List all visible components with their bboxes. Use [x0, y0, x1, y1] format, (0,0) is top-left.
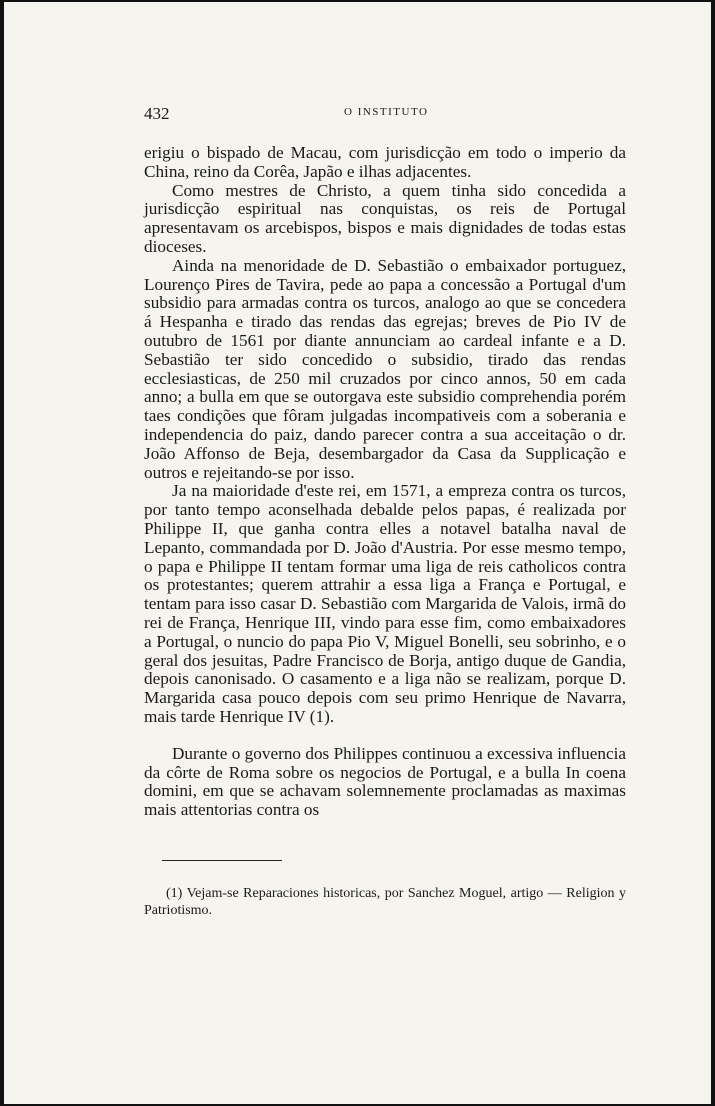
paragraph: Ainda na menoridade de D. Sebastião o embaixador portuguez, Lourenço Pires de Tavira, pede ao papa a concessão a Portugal d'um subsidio para armadas contra os turcos, analogo ao que se concedera á Hespanha e tirado das rendas das egrejas; breves de Pio IV de outubro de 1561 por diante annunciam ao cardeal infante e a D. Sebastião ter sido concedido o subsidio, tirado das rendas ecclesiasticas, de 250 mil cruzados por cinco annos, 50 em cada anno; a bulla em que se outorgava este subsidio comprehendia porém taes condições que fôram julgadas incompativeis com a soberania e independencia do paiz, dando parecer contra a sua acceitação o dr. João Affonso de Beja, desembargador da Casa da Supplicação e outros e rejeitando-se por isso.: [144, 255, 626, 482]
page-number: 432: [144, 104, 170, 123]
paragraph: Ja na maioridade d'este rei, em 1571, a empreza contra os turcos, por tanto tempo aconselhada debalde pelos papas, é realizada por Philippe II, que ganha contra elles a notavel batalha naval de Lepanto, commandada por D. João d'Austria. Por esse mesmo tempo, o papa e Philippe II tentam formar uma liga de reis catholicos contra os protestantes; querem attrahir a essa liga a França e Portugal, e tentam para isso casar D. Sebastião com Margarida de Valois, irmã do rei de França, Henrique III, vindo para esse fim, como embaixadores a Portugal, o nuncio do papa Pio V, Miguel Bonelli, seu sobrinho, e o geral dos jesuitas, Padre Francisco de Borja, antigo duque de Gandia, depois canonisado. O casamento e a liga não se realizam, porque D. Margarida casa pouco depois com seu primo Henrique de Navarra, mais tarde Henrique IV (1).: [144, 481, 626, 726]
paragraph-continued: erigiu o bispado de Macau, com jurisdicção em todo o imperio da China, reino da Corêa, Japão e ilhas adjacentes.: [144, 143, 626, 181]
footnote-divider: [162, 860, 282, 861]
body-text: [144, 144, 626, 820]
paragraph: Durante o governo dos Philippes continuou a excessiva influencia da côrte de Roma sobre os negocios de Portugal, e a bulla In coena domini, em que se achavam solemnemente proclamadas as maximas mais attentorias contra os: [144, 743, 626, 820]
document-page: [144, 100, 626, 933]
page-header: [144, 100, 626, 130]
running-head: O INSTITUTO: [344, 106, 429, 118]
footnote: (1) Vejam-se Reparaciones historicas, por Sanchez Moguel, artigo — Religion y Patriotismo.: [144, 885, 626, 918]
paragraph: Como mestres de Christo, a quem tinha sido concedida a jurisdicção espiritual nas conquistas, os reis de Portugal apresentavam os arcebispos, bispos e mais dignidades de todas estas dioceses.: [144, 180, 626, 256]
